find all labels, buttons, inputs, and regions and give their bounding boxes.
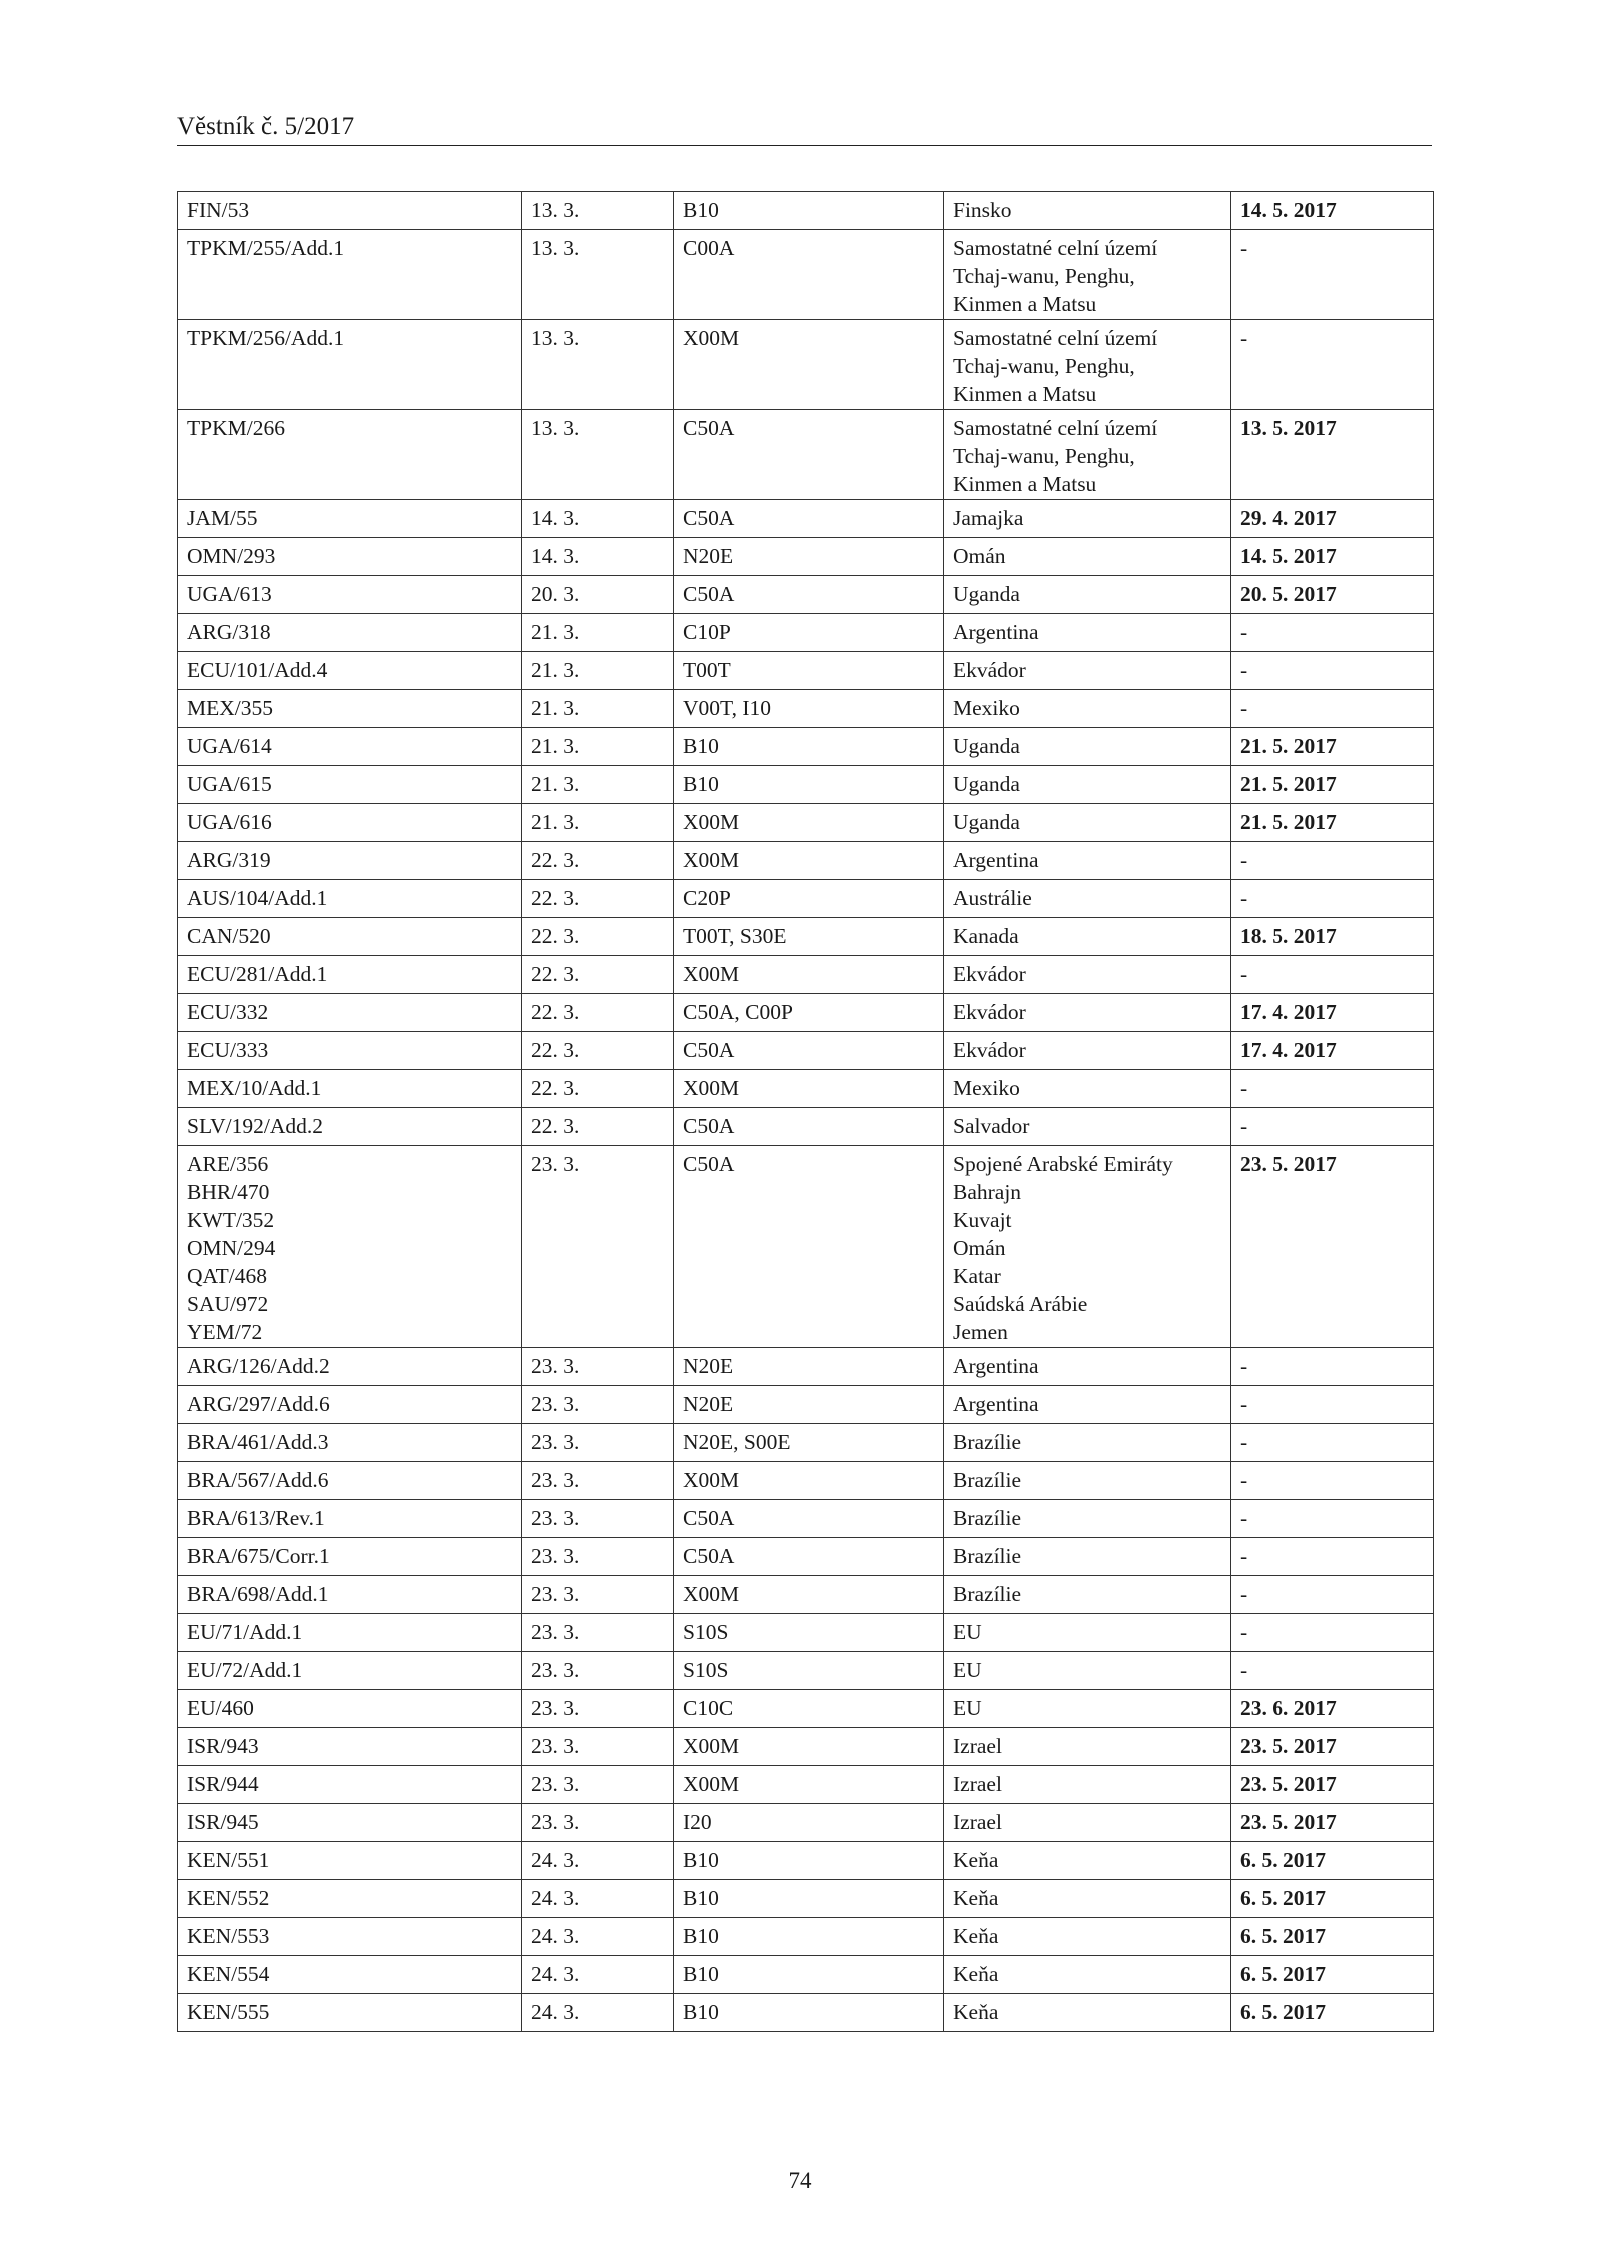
table-row — [178, 1462, 1434, 1500]
deadline-cell: - — [1231, 1500, 1434, 1538]
date-received-cell: 20. 3. — [522, 576, 674, 614]
deadline-cell: - — [1231, 652, 1434, 690]
table-row — [178, 1146, 1434, 1348]
symbol-cell: UGA/616 — [178, 804, 522, 842]
code-cell: T00T, S30E — [674, 918, 944, 956]
code-cell: B10 — [674, 1842, 944, 1880]
code-cell: C50A — [674, 1032, 944, 1070]
table-row — [178, 1728, 1434, 1766]
symbol-cell: EU/72/Add.1 — [178, 1652, 522, 1690]
deadline-cell: 17. 4. 2017 — [1231, 994, 1434, 1032]
country-cell: Argentina — [944, 614, 1231, 652]
country-cell: Brazílie — [944, 1462, 1231, 1500]
country-cell: Ekvádor — [944, 652, 1231, 690]
symbol-cell: EU/460 — [178, 1690, 522, 1728]
date-received-cell: 13. 3. — [522, 320, 674, 410]
deadline-cell: - — [1231, 690, 1434, 728]
code-cell: N20E, S00E — [674, 1424, 944, 1462]
code-cell: C50A — [674, 576, 944, 614]
code-cell: B10 — [674, 728, 944, 766]
symbol-cell: AUS/104/Add.1 — [178, 880, 522, 918]
country-cell: Brazílie — [944, 1576, 1231, 1614]
code-cell: C50A — [674, 1108, 944, 1146]
table-row — [178, 1032, 1434, 1070]
country-cell: Samostatné celní území Tchaj-wanu, Penghu, Kinmen a Matsu — [944, 230, 1231, 320]
table-row — [178, 1108, 1434, 1146]
country-cell: Ekvádor — [944, 1032, 1231, 1070]
country-cell: Argentina — [944, 1386, 1231, 1424]
code-cell: B10 — [674, 1880, 944, 1918]
table-row — [178, 1956, 1434, 1994]
deadline-cell: - — [1231, 1614, 1434, 1652]
symbol-cell: MEX/10/Add.1 — [178, 1070, 522, 1108]
date-received-cell: 23. 3. — [522, 1424, 674, 1462]
country-cell: EU — [944, 1690, 1231, 1728]
country-cell: Izrael — [944, 1766, 1231, 1804]
symbol-cell: TPKM/256/Add.1 — [178, 320, 522, 410]
date-received-cell: 24. 3. — [522, 1956, 674, 1994]
table-row — [178, 576, 1434, 614]
table-row — [178, 1614, 1434, 1652]
symbol-cell: MEX/355 — [178, 690, 522, 728]
country-cell: Samostatné celní území Tchaj-wanu, Penghu, Kinmen a Matsu — [944, 320, 1231, 410]
date-received-cell: 13. 3. — [522, 192, 674, 230]
deadline-cell: - — [1231, 842, 1434, 880]
table-row — [178, 1804, 1434, 1842]
code-cell: X00M — [674, 1766, 944, 1804]
deadline-cell: 23. 5. 2017 — [1231, 1766, 1434, 1804]
table-row — [178, 1842, 1434, 1880]
code-cell: B10 — [674, 1918, 944, 1956]
deadline-cell: 23. 5. 2017 — [1231, 1804, 1434, 1842]
table-row — [178, 538, 1434, 576]
symbol-cell: KEN/551 — [178, 1842, 522, 1880]
table-row — [178, 690, 1434, 728]
deadline-cell: 6. 5. 2017 — [1231, 1880, 1434, 1918]
code-cell: X00M — [674, 1576, 944, 1614]
deadline-cell: - — [1231, 956, 1434, 994]
deadline-cell: 17. 4. 2017 — [1231, 1032, 1434, 1070]
country-cell: Keňa — [944, 1956, 1231, 1994]
symbol-cell: ARE/356 BHR/470 KWT/352 OMN/294 QAT/468 SAU/972 YEM/72 — [178, 1146, 522, 1348]
date-received-cell: 22. 3. — [522, 918, 674, 956]
country-cell: Finsko — [944, 192, 1231, 230]
country-cell: Keňa — [944, 1918, 1231, 1956]
deadline-cell: 23. 5. 2017 — [1231, 1728, 1434, 1766]
table-row — [178, 192, 1434, 230]
date-received-cell: 22. 3. — [522, 1032, 674, 1070]
code-cell: X00M — [674, 1728, 944, 1766]
country-cell: Ekvádor — [944, 994, 1231, 1032]
deadline-cell: - — [1231, 1652, 1434, 1690]
date-received-cell: 13. 3. — [522, 230, 674, 320]
table-row — [178, 1070, 1434, 1108]
symbol-cell: KEN/555 — [178, 1994, 522, 2032]
date-received-cell: 21. 3. — [522, 614, 674, 652]
country-cell: Keňa — [944, 1842, 1231, 1880]
code-cell: B10 — [674, 1994, 944, 2032]
table-row — [178, 500, 1434, 538]
table-row — [178, 1652, 1434, 1690]
code-cell: C20P — [674, 880, 944, 918]
country-cell: Ekvádor — [944, 956, 1231, 994]
date-received-cell: 21. 3. — [522, 652, 674, 690]
code-cell: T00T — [674, 652, 944, 690]
table-row — [178, 230, 1434, 320]
symbol-cell: JAM/55 — [178, 500, 522, 538]
country-cell: Kanada — [944, 918, 1231, 956]
date-received-cell: 23. 3. — [522, 1500, 674, 1538]
deadline-cell: 18. 5. 2017 — [1231, 918, 1434, 956]
table-row — [178, 918, 1434, 956]
table-row — [178, 1766, 1434, 1804]
table-row — [178, 320, 1434, 410]
date-received-cell: 23. 3. — [522, 1538, 674, 1576]
deadline-cell: 20. 5. 2017 — [1231, 576, 1434, 614]
date-received-cell: 24. 3. — [522, 1842, 674, 1880]
date-received-cell: 21. 3. — [522, 766, 674, 804]
date-received-cell: 23. 3. — [522, 1766, 674, 1804]
symbol-cell: ARG/318 — [178, 614, 522, 652]
symbol-cell: BRA/675/Corr.1 — [178, 1538, 522, 1576]
date-received-cell: 14. 3. — [522, 538, 674, 576]
deadline-cell: - — [1231, 320, 1434, 410]
table-row — [178, 804, 1434, 842]
code-cell: X00M — [674, 956, 944, 994]
country-cell: EU — [944, 1614, 1231, 1652]
code-cell: B10 — [674, 192, 944, 230]
symbol-cell: BRA/567/Add.6 — [178, 1462, 522, 1500]
symbol-cell: ARG/319 — [178, 842, 522, 880]
deadline-cell: - — [1231, 1462, 1434, 1500]
deadline-cell: 6. 5. 2017 — [1231, 1842, 1434, 1880]
deadline-cell: - — [1231, 230, 1434, 320]
deadline-cell: 23. 5. 2017 — [1231, 1146, 1434, 1348]
deadline-cell: 6. 5. 2017 — [1231, 1956, 1434, 1994]
code-cell: I20 — [674, 1804, 944, 1842]
code-cell: V00T, I10 — [674, 690, 944, 728]
symbol-cell: EU/71/Add.1 — [178, 1614, 522, 1652]
symbol-cell: KEN/552 — [178, 1880, 522, 1918]
table-row — [178, 956, 1434, 994]
date-received-cell: 23. 3. — [522, 1728, 674, 1766]
table-row — [178, 880, 1434, 918]
page-header — [177, 112, 1432, 146]
page-header-title: Věstník č. 5/2017 — [177, 113, 355, 140]
country-cell: Omán — [944, 538, 1231, 576]
deadline-cell: - — [1231, 1108, 1434, 1146]
symbol-cell: BRA/461/Add.3 — [178, 1424, 522, 1462]
country-cell: Spojené Arabské Emiráty Bahrajn Kuvajt Omán Katar Saúdská Arábie Jemen — [944, 1146, 1231, 1348]
symbol-cell: ISR/945 — [178, 1804, 522, 1842]
code-cell: C10P — [674, 614, 944, 652]
date-received-cell: 13. 3. — [522, 410, 674, 500]
code-cell: C50A — [674, 500, 944, 538]
deadline-cell: 6. 5. 2017 — [1231, 1994, 1434, 2032]
symbol-cell: ECU/332 — [178, 994, 522, 1032]
country-cell: Uganda — [944, 766, 1231, 804]
code-cell: C50A — [674, 410, 944, 500]
date-received-cell: 23. 3. — [522, 1652, 674, 1690]
symbol-cell: ECU/333 — [178, 1032, 522, 1070]
date-received-cell: 23. 3. — [522, 1386, 674, 1424]
date-received-cell: 21. 3. — [522, 690, 674, 728]
table-row — [178, 766, 1434, 804]
country-cell: Brazílie — [944, 1424, 1231, 1462]
date-received-cell: 22. 3. — [522, 1108, 674, 1146]
table-row — [178, 994, 1434, 1032]
deadline-cell: - — [1231, 1576, 1434, 1614]
country-cell: Jamajka — [944, 500, 1231, 538]
symbol-cell: ECU/281/Add.1 — [178, 956, 522, 994]
table-row — [178, 1500, 1434, 1538]
deadline-cell: - — [1231, 1070, 1434, 1108]
date-received-cell: 22. 3. — [522, 994, 674, 1032]
date-received-cell: 21. 3. — [522, 728, 674, 766]
code-cell: C50A, C00P — [674, 994, 944, 1032]
symbol-cell: BRA/613/Rev.1 — [178, 1500, 522, 1538]
symbol-cell: TPKM/255/Add.1 — [178, 230, 522, 320]
symbol-cell: SLV/192/Add.2 — [178, 1108, 522, 1146]
deadline-cell: 21. 5. 2017 — [1231, 728, 1434, 766]
date-received-cell: 21. 3. — [522, 804, 674, 842]
code-cell: C50A — [674, 1146, 944, 1348]
code-cell: B10 — [674, 766, 944, 804]
deadline-cell: 21. 5. 2017 — [1231, 804, 1434, 842]
table-row — [178, 410, 1434, 500]
country-cell: Izrael — [944, 1728, 1231, 1766]
date-received-cell: 22. 3. — [522, 1070, 674, 1108]
code-cell: C50A — [674, 1500, 944, 1538]
code-cell: N20E — [674, 1386, 944, 1424]
symbol-cell: ARG/126/Add.2 — [178, 1348, 522, 1386]
country-cell: Izrael — [944, 1804, 1231, 1842]
code-cell: S10S — [674, 1614, 944, 1652]
table-row — [178, 1538, 1434, 1576]
code-cell: N20E — [674, 538, 944, 576]
table-row — [178, 1424, 1434, 1462]
country-cell: Mexiko — [944, 1070, 1231, 1108]
table-row — [178, 842, 1434, 880]
date-received-cell: 23. 3. — [522, 1614, 674, 1652]
symbol-cell: BRA/698/Add.1 — [178, 1576, 522, 1614]
deadline-cell: - — [1231, 1538, 1434, 1576]
country-cell: Argentina — [944, 842, 1231, 880]
code-cell: C10C — [674, 1690, 944, 1728]
deadline-cell: - — [1231, 1386, 1434, 1424]
deadline-cell: 6. 5. 2017 — [1231, 1918, 1434, 1956]
code-cell: X00M — [674, 1462, 944, 1500]
symbol-cell: OMN/293 — [178, 538, 522, 576]
symbol-cell: UGA/615 — [178, 766, 522, 804]
country-cell: Keňa — [944, 1994, 1231, 2032]
table-row — [178, 728, 1434, 766]
country-cell: Salvador — [944, 1108, 1231, 1146]
code-cell: C50A — [674, 1538, 944, 1576]
symbol-cell: TPKM/266 — [178, 410, 522, 500]
date-received-cell: 24. 3. — [522, 1880, 674, 1918]
deadline-cell: 21. 5. 2017 — [1231, 766, 1434, 804]
date-received-cell: 23. 3. — [522, 1804, 674, 1842]
code-cell: N20E — [674, 1348, 944, 1386]
country-cell: Keňa — [944, 1880, 1231, 1918]
symbol-cell: ARG/297/Add.6 — [178, 1386, 522, 1424]
code-cell: C00A — [674, 230, 944, 320]
country-cell: Samostatné celní území Tchaj-wanu, Penghu, Kinmen a Matsu — [944, 410, 1231, 500]
date-received-cell: 24. 3. — [522, 1918, 674, 1956]
notifications-table — [177, 191, 1434, 2032]
code-cell: X00M — [674, 804, 944, 842]
symbol-cell: UGA/613 — [178, 576, 522, 614]
table-row — [178, 1348, 1434, 1386]
date-received-cell: 22. 3. — [522, 880, 674, 918]
symbol-cell: ISR/944 — [178, 1766, 522, 1804]
deadline-cell: - — [1231, 1348, 1434, 1386]
date-received-cell: 22. 3. — [522, 842, 674, 880]
table-row — [178, 1386, 1434, 1424]
country-cell: Uganda — [944, 804, 1231, 842]
deadline-cell: - — [1231, 614, 1434, 652]
code-cell: X00M — [674, 842, 944, 880]
deadline-cell: - — [1231, 1424, 1434, 1462]
table-row — [178, 1918, 1434, 1956]
country-cell: Uganda — [944, 728, 1231, 766]
table-row — [178, 1690, 1434, 1728]
table-row — [178, 652, 1434, 690]
country-cell: Uganda — [944, 576, 1231, 614]
date-received-cell: 23. 3. — [522, 1462, 674, 1500]
date-received-cell: 14. 3. — [522, 500, 674, 538]
deadline-cell: 14. 5. 2017 — [1231, 192, 1434, 230]
symbol-cell: ISR/943 — [178, 1728, 522, 1766]
table-row — [178, 1880, 1434, 1918]
date-received-cell: 23. 3. — [522, 1146, 674, 1348]
table-body — [178, 192, 1434, 2032]
symbol-cell: UGA/614 — [178, 728, 522, 766]
date-received-cell: 23. 3. — [522, 1348, 674, 1386]
symbol-cell: ECU/101/Add.4 — [178, 652, 522, 690]
deadline-cell: 29. 4. 2017 — [1231, 500, 1434, 538]
deadline-cell: - — [1231, 880, 1434, 918]
country-cell: EU — [944, 1652, 1231, 1690]
deadline-cell: 13. 5. 2017 — [1231, 410, 1434, 500]
country-cell: Mexiko — [944, 690, 1231, 728]
table-row — [178, 1994, 1434, 2032]
date-received-cell: 22. 3. — [522, 956, 674, 994]
code-cell: S10S — [674, 1652, 944, 1690]
country-cell: Brazílie — [944, 1538, 1231, 1576]
deadline-cell: 23. 6. 2017 — [1231, 1690, 1434, 1728]
table-row — [178, 1576, 1434, 1614]
code-cell: B10 — [674, 1956, 944, 1994]
code-cell: X00M — [674, 1070, 944, 1108]
table-row — [178, 614, 1434, 652]
deadline-cell: 14. 5. 2017 — [1231, 538, 1434, 576]
date-received-cell: 24. 3. — [522, 1994, 674, 2032]
country-cell: Austrálie — [944, 880, 1231, 918]
date-received-cell: 23. 3. — [522, 1690, 674, 1728]
country-cell: Brazílie — [944, 1500, 1231, 1538]
date-received-cell: 23. 3. — [522, 1576, 674, 1614]
symbol-cell: FIN/53 — [178, 192, 522, 230]
country-cell: Argentina — [944, 1348, 1231, 1386]
symbol-cell: CAN/520 — [178, 918, 522, 956]
code-cell: X00M — [674, 320, 944, 410]
page-number: 74 — [788, 2168, 812, 2193]
symbol-cell: KEN/554 — [178, 1956, 522, 1994]
symbol-cell: KEN/553 — [178, 1918, 522, 1956]
